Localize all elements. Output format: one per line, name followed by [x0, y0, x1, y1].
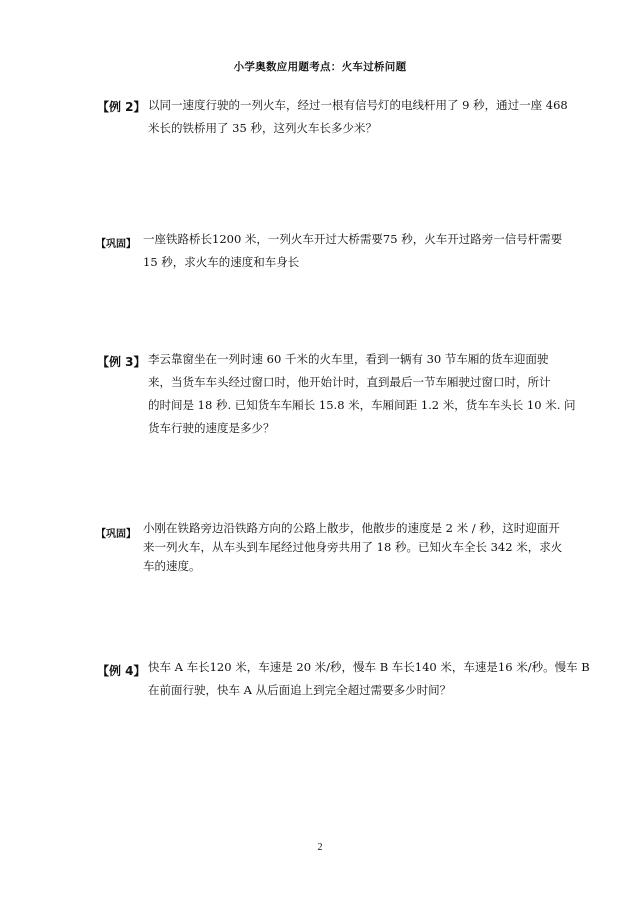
problem-text [148, 348, 576, 440]
problem-line: 快车 A 车长120 米，车速是 20 米/秒，慢车 B 车长140 米，车速是16 米/秒。慢车 B [148, 660, 590, 674]
problem-tag: 【例 2】 [97, 100, 146, 114]
problem-text [143, 228, 562, 274]
problem-tag: 【例 4】 [97, 664, 146, 678]
problem-line: 来一列火车，从车头到车尾经过他身旁共用了 18 秒。已知火车全长 342 米，求火 [143, 540, 563, 554]
problem-line: 李云靠窗坐在一列时速 60 千米的火车里，看到一辆有 30 节车厢的货车迎面驶 [148, 352, 549, 366]
problem-line: 车的速度。 [143, 559, 201, 573]
problem-text [148, 656, 590, 702]
page-number: 2 [317, 842, 323, 853]
problem-line: 小刚在铁路旁边沿铁路方向的公路上散步，他散步的速度是 2 米 / 秒，这时迎面开 [143, 521, 560, 535]
problem-line: 来，当货车车头经过窗口时，他开始计时，直到最后一节车厢驶过窗口时，所计 [148, 375, 551, 389]
problem-line: 在前面行驶，快车 A 从后面追上到完全超过需要多少时间？ [148, 683, 452, 697]
problem-tag: 【例 3】 [97, 355, 146, 369]
problem-line: 一座铁路桥长1200 米，一列火车开过大桥需要75 秒，火车开过路旁一信号杆需要 [143, 232, 563, 246]
problem-line: 货车行驶的速度是多少？ [148, 421, 275, 435]
problem-line: 米长的铁桥用了 35 秒，这列火车长多少米？ [148, 121, 377, 135]
problem-line: 15 秒，求火车的速度和车身长 [143, 255, 300, 269]
problem-text [148, 94, 568, 140]
page-title: 小学奥数应用题考点：火车过桥问题 [233, 61, 407, 73]
problem-tag: 【巩固】 [96, 529, 136, 540]
problem-line: 以同一速度行驶的一列火车，经过一根有信号灯的电线杆用了 9 秒，通过一座 468 [148, 98, 568, 112]
problem-text [143, 519, 562, 576]
problem-line: 的时间是 18 秒. 已知货车车厢长 15.8 米，车厢间距 1.2 米，货车车头长 10 米. 问 [148, 398, 576, 412]
problem-tag: 【巩固】 [96, 239, 136, 250]
